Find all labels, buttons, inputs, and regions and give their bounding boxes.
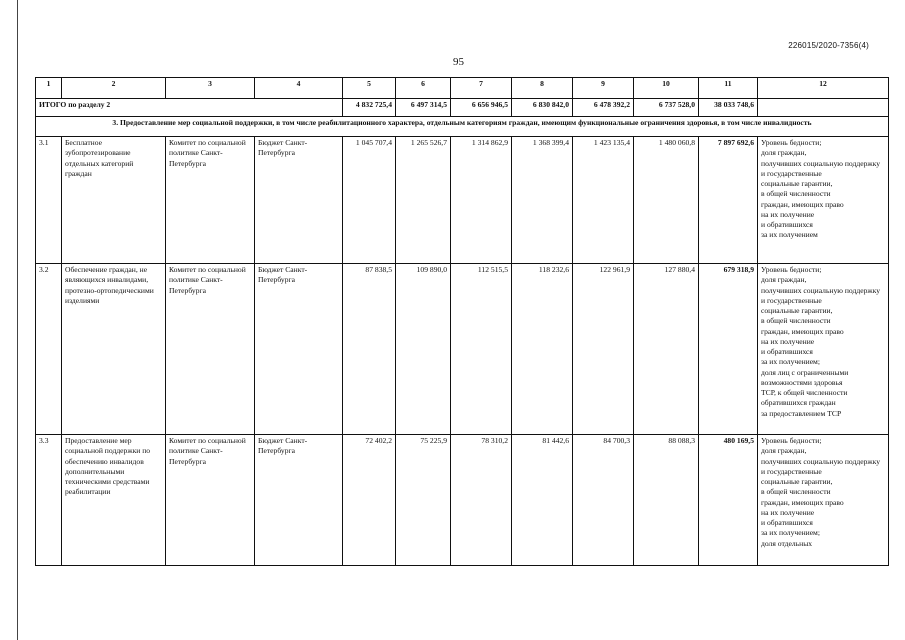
column-number: 5 — [343, 78, 396, 99]
executor: Комитет по социальной политике Санкт-Петербурга — [166, 137, 255, 264]
indicator-text: Уровень бедности; доля граждан, получивших социальную поддержку и государственные социальные гарантии, в общей численности граждан, имеющих право на их получение и обратившихся за их получением; доля лиц с ограниченными возможностями здоровья ТСР, к общей численности обратившихся граждан за предоставлением ТСР — [758, 264, 889, 435]
column-number: 4 — [255, 78, 343, 99]
year-value: 109 890,0 — [396, 264, 451, 435]
row-number: 3.3 — [36, 435, 62, 566]
program-table — [35, 77, 889, 566]
column-number: 2 — [62, 78, 166, 99]
year-value: 1 368 399,4 — [512, 137, 573, 264]
row-total: 679 318,9 — [699, 264, 758, 435]
year-value: 81 442,6 — [512, 435, 573, 566]
section-total-row — [36, 99, 889, 117]
column-number: 1 — [36, 78, 62, 99]
year-value: 88 088,3 — [634, 435, 699, 566]
year-value: 1 265 526,7 — [396, 137, 451, 264]
year-value: 84 700,3 — [573, 435, 634, 566]
column-number: 6 — [396, 78, 451, 99]
total-value: 4 832 725,4 — [343, 99, 396, 117]
column-number: 7 — [451, 78, 512, 99]
funding-source: Бюджет Санкт-Петербурга — [255, 137, 343, 264]
year-value: 87 838,5 — [343, 264, 396, 435]
year-value: 127 880,4 — [634, 264, 699, 435]
indicator-text: Уровень бедности; доля граждан, получивших социальную поддержку и государственные социальные гарантии, в общей численности граждан, имеющих право на их получение и обратившихся за их получением; доля отдельных — [758, 435, 889, 566]
total-label: ИТОГО по разделу 2 — [36, 99, 343, 117]
total-value: 6 737 528,0 — [634, 99, 699, 117]
column-number: 9 — [573, 78, 634, 99]
row-number: 3.1 — [36, 137, 62, 264]
measure-name: Предоставление мер социальной поддержки по обеспечению инвалидов дополнительными техническими средствами реабилитации — [62, 435, 166, 566]
measure-name: Обеспечение граждан, не являющихся инвалидами, протезно-ортопедическими изделиями — [62, 264, 166, 435]
year-value: 72 402,2 — [343, 435, 396, 566]
table-row — [36, 435, 889, 566]
section-title: 3. Предоставление мер социальной поддержки, в том числе реабилитационного характера, отдельным категориям граждан, имеющим функциональные ограничения здоровья, в том числе инвалидность — [36, 117, 889, 137]
column-number: 12 — [758, 78, 889, 99]
table-row — [36, 137, 889, 264]
executor: Комитет по социальной политике Санкт-Петербурга — [166, 435, 255, 566]
total-value: 38 033 748,6 — [699, 99, 758, 117]
empty-cell — [758, 99, 889, 117]
indicator-text: Уровень бедности; доля граждан, получивших социальную поддержку и государственные социальные гарантии, в общей численности граждан, имеющих право на их получение и обратившихся за их получением — [758, 137, 889, 264]
total-value: 6 656 946,5 — [451, 99, 512, 117]
year-value: 1 480 060,8 — [634, 137, 699, 264]
year-value: 78 310,2 — [451, 435, 512, 566]
column-number-row — [36, 78, 889, 99]
year-value: 1 423 135,4 — [573, 137, 634, 264]
funding-source: Бюджет Санкт-Петербурга — [255, 435, 343, 566]
document-id: 226015/2020-7356(4) — [788, 41, 869, 50]
row-total: 480 169,5 — [699, 435, 758, 566]
funding-source: Бюджет Санкт-Петербурга — [255, 264, 343, 435]
year-value: 1 314 862,9 — [451, 137, 512, 264]
total-value: 6 830 842,0 — [512, 99, 573, 117]
year-value: 75 225,9 — [396, 435, 451, 566]
total-value: 6 478 392,2 — [573, 99, 634, 117]
table-row — [36, 264, 889, 435]
executor: Комитет по социальной политике Санкт-Петербурга — [166, 264, 255, 435]
scan-margin-line — [17, 0, 18, 640]
year-value: 1 045 707,4 — [343, 137, 396, 264]
measure-name: Бесплатное зубопротезирование отдельных категорий граждан — [62, 137, 166, 264]
column-number: 8 — [512, 78, 573, 99]
column-number: 11 — [699, 78, 758, 99]
column-number: 10 — [634, 78, 699, 99]
year-value: 118 232,6 — [512, 264, 573, 435]
year-value: 112 515,5 — [451, 264, 512, 435]
row-number: 3.2 — [36, 264, 62, 435]
page-number: 95 — [453, 56, 464, 68]
column-number: 3 — [166, 78, 255, 99]
total-value: 6 497 314,5 — [396, 99, 451, 117]
row-total: 7 897 692,6 — [699, 137, 758, 264]
year-value: 122 961,9 — [573, 264, 634, 435]
section-heading-row — [36, 117, 889, 137]
